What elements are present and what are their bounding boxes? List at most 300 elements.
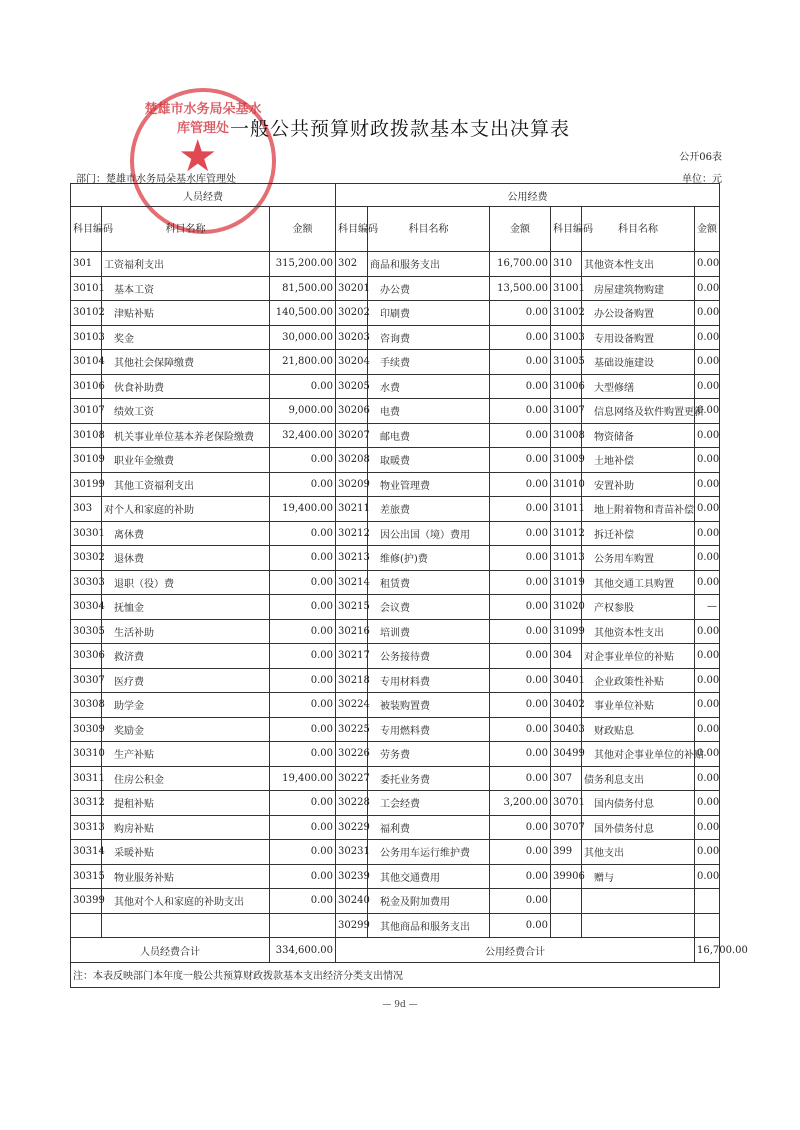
subject-code: 310 xyxy=(551,252,582,277)
table-row xyxy=(71,619,720,644)
amount-cell: 0.00 xyxy=(490,374,551,399)
subject-name: 其他交通工具购置 xyxy=(582,570,695,595)
amount-cell: 0.00 xyxy=(270,889,336,914)
subject-code: 31006 xyxy=(551,374,582,399)
subject-name: 基本工资 xyxy=(102,276,270,301)
subject-code: 30301 xyxy=(71,521,102,546)
amount-cell xyxy=(695,913,720,938)
subject-code: 31019 xyxy=(551,570,582,595)
table-row xyxy=(71,595,720,620)
subject-name: 住房公积金 xyxy=(102,766,270,791)
subject-code: 30701 xyxy=(551,791,582,816)
subject-code: 39906 xyxy=(551,864,582,889)
subject-code: 30212 xyxy=(336,521,368,546)
amount-cell: 0.00 xyxy=(270,742,336,767)
table-row xyxy=(71,570,720,595)
subject-code: 301 xyxy=(71,252,102,277)
subject-name: 物业管理费 xyxy=(368,472,490,497)
amount-cell: 21,800.00 xyxy=(270,350,336,375)
amount-cell: 0.00 xyxy=(695,791,720,816)
subject-code: 307 xyxy=(551,766,582,791)
amount-cell: 81,500.00 xyxy=(270,276,336,301)
amount-cell: 0.00 xyxy=(490,325,551,350)
amount-cell: 0.00 xyxy=(490,889,551,914)
subject-name: 会议费 xyxy=(368,595,490,620)
subject-name: 邮电费 xyxy=(368,423,490,448)
amount-cell: 0.00 xyxy=(270,619,336,644)
subject-code: 30101 xyxy=(71,276,102,301)
amount-cell: 0.00 xyxy=(695,717,720,742)
amount-header: 金额 xyxy=(270,207,336,252)
amount-cell: 0.00 xyxy=(490,864,551,889)
amount-cell: 0.00 xyxy=(490,717,551,742)
subject-name: 津贴补贴 xyxy=(102,301,270,326)
subject-code: 30199 xyxy=(71,472,102,497)
subject-code: 30215 xyxy=(336,595,368,620)
amount-cell: 0.00 xyxy=(270,374,336,399)
amount-cell: 0.00 xyxy=(695,840,720,865)
subject-name: 拆迁补偿 xyxy=(582,521,695,546)
subject-name: 对企事业单位的补贴 xyxy=(582,644,695,669)
subject-code xyxy=(71,913,102,938)
subject-code: 30213 xyxy=(336,546,368,571)
subject-name: 咨询费 xyxy=(368,325,490,350)
subject-code: 30206 xyxy=(336,399,368,424)
amount-header: 金额 xyxy=(490,207,551,252)
amount-cell: 0.00 xyxy=(270,546,336,571)
amount-cell: 0.00 xyxy=(490,693,551,718)
amount-cell: 0.00 xyxy=(490,766,551,791)
subject-code: 30211 xyxy=(336,497,368,522)
amount-cell: 0.00 xyxy=(270,448,336,473)
subject-name: 其他对个人和家庭的补助支出 xyxy=(102,889,270,914)
subject-name: 其他商品和服务支出 xyxy=(368,913,490,938)
amount-cell: 13,500.00 xyxy=(490,276,551,301)
subject-code: 31001 xyxy=(551,276,582,301)
subject-code: 31013 xyxy=(551,546,582,571)
seal-text: 楚雄市水务局朵基水库管理处 xyxy=(144,102,262,136)
amount-cell: 0.00 xyxy=(490,570,551,595)
amount-cell xyxy=(270,913,336,938)
subject-name: 差旅费 xyxy=(368,497,490,522)
amount-cell: 0.00 xyxy=(695,497,720,522)
subject-code: 30109 xyxy=(71,448,102,473)
table-row xyxy=(71,791,720,816)
subject-code: 30224 xyxy=(336,693,368,718)
subject-name: 专用燃料费 xyxy=(368,717,490,742)
amount-cell: 0.00 xyxy=(490,399,551,424)
subject-name: 公务用车运行维护费 xyxy=(368,840,490,865)
table-note: 注：本表反映部门本年度一般公共预算财政拨款基本支出经济分类支出情况 xyxy=(71,963,720,988)
subject-name: 购房补贴 xyxy=(102,815,270,840)
subject-code: 30102 xyxy=(71,301,102,326)
table-row xyxy=(71,448,720,473)
subject-name: 房屋建筑物购建 xyxy=(582,276,695,301)
subject-name: 印刷费 xyxy=(368,301,490,326)
amount-cell: 0.00 xyxy=(695,815,720,840)
amount-cell: 0.00 xyxy=(695,668,720,693)
subject-code: 302 xyxy=(336,252,368,277)
table-row xyxy=(71,889,720,914)
subject-code: 30228 xyxy=(336,791,368,816)
amount-cell: 19,400.00 xyxy=(270,497,336,522)
amount-cell: 0.00 xyxy=(695,448,720,473)
amount-cell: 0.00 xyxy=(695,423,720,448)
amount-cell: 0.00 xyxy=(490,423,551,448)
subject-name: 因公出国（境）费用 xyxy=(368,521,490,546)
amount-cell: 0.00 xyxy=(695,350,720,375)
subject-name: 采暖补贴 xyxy=(102,840,270,865)
subject-code: 30217 xyxy=(336,644,368,669)
amount-cell: 0.00 xyxy=(490,668,551,693)
subject-name: 土地补偿 xyxy=(582,448,695,473)
subject-name: 债务利息支出 xyxy=(582,766,695,791)
subject-name: 办公费 xyxy=(368,276,490,301)
subject-name: 提租补贴 xyxy=(102,791,270,816)
subject-name: 手续费 xyxy=(368,350,490,375)
subject-name: 信息网络及软件购置更新 xyxy=(582,399,695,424)
amount-cell: 0.00 xyxy=(490,644,551,669)
subject-code: 30311 xyxy=(71,766,102,791)
amount-cell xyxy=(695,889,720,914)
subject-code: 30240 xyxy=(336,889,368,914)
amount-cell: 0.00 xyxy=(270,644,336,669)
amount-cell: 0.00 xyxy=(695,276,720,301)
page-title: 一般公共预算财政拨款基本支出决算表 xyxy=(229,118,570,140)
amount-cell: 0.00 xyxy=(490,619,551,644)
subject-code: 31020 xyxy=(551,595,582,620)
subject-code: 30309 xyxy=(71,717,102,742)
subject-name: 对个人和家庭的补助 xyxy=(102,497,270,522)
amount-cell: 0.00 xyxy=(695,252,720,277)
subject-code: 30216 xyxy=(336,619,368,644)
subject-name: 培训费 xyxy=(368,619,490,644)
subject-code: 399 xyxy=(551,840,582,865)
subject-code: 30403 xyxy=(551,717,582,742)
subject-name: 其他资本性支出 xyxy=(582,252,695,277)
subject-code: 30218 xyxy=(336,668,368,693)
subject-code xyxy=(551,913,582,938)
amount-cell: 0.00 xyxy=(490,301,551,326)
table-row xyxy=(71,644,720,669)
subject-name: 事业单位补贴 xyxy=(582,693,695,718)
subject-name: 福利费 xyxy=(368,815,490,840)
department-label: 部门：楚雄市水务局朵基水库管理处 xyxy=(76,174,236,185)
subject-name: 被装购置费 xyxy=(368,693,490,718)
name-header: 科目名称 xyxy=(368,207,490,252)
subject-name: 专用设备购置 xyxy=(582,325,695,350)
subject-name: 助学金 xyxy=(102,693,270,718)
subject-name: 产权参股 xyxy=(582,595,695,620)
amount-cell: — xyxy=(695,595,720,620)
subject-name: 救济费 xyxy=(102,644,270,669)
subject-code: 30314 xyxy=(71,840,102,865)
amount-cell: 9,000.00 xyxy=(270,399,336,424)
amount-cell: 0.00 xyxy=(695,472,720,497)
subject-code: 30104 xyxy=(71,350,102,375)
subject-name: 大型修缮 xyxy=(582,374,695,399)
table-row xyxy=(71,399,720,424)
subject-name: 物业服务补贴 xyxy=(102,864,270,889)
subject-name: 国外债务付息 xyxy=(582,815,695,840)
amount-cell: 32,400.00 xyxy=(270,423,336,448)
subject-name: 其他工资福利支出 xyxy=(102,472,270,497)
subject-code: 304 xyxy=(551,644,582,669)
amount-cell: 0.00 xyxy=(490,742,551,767)
amount-cell: 0.00 xyxy=(490,815,551,840)
amount-cell: 0.00 xyxy=(270,472,336,497)
subject-code: 30209 xyxy=(336,472,368,497)
table-row xyxy=(71,693,720,718)
code-header: 科目编码 xyxy=(551,207,582,252)
table-row xyxy=(71,840,720,865)
amount-cell: 0.00 xyxy=(270,815,336,840)
table-row xyxy=(71,497,720,522)
subject-name: 奖励金 xyxy=(102,717,270,742)
subject-name: 退休费 xyxy=(102,546,270,571)
amount-cell: 0.00 xyxy=(270,840,336,865)
amount-header: 金额 xyxy=(695,207,720,252)
unit-label: 单位：元 xyxy=(682,174,722,185)
subject-code: 30399 xyxy=(71,889,102,914)
table-row xyxy=(71,742,720,767)
amount-cell: 19,400.00 xyxy=(270,766,336,791)
subject-name: 办公设备购置 xyxy=(582,301,695,326)
subject-name: 职业年金缴费 xyxy=(102,448,270,473)
subject-code: 30227 xyxy=(336,766,368,791)
subject-code: 30106 xyxy=(71,374,102,399)
subject-name: 取暖费 xyxy=(368,448,490,473)
subject-name xyxy=(582,889,695,914)
public-total-label: 公用经费合计 xyxy=(336,938,695,963)
amount-cell: 0.00 xyxy=(695,546,720,571)
table-row xyxy=(71,864,720,889)
subject-name: 绩效工资 xyxy=(102,399,270,424)
subject-name: 伙食补助费 xyxy=(102,374,270,399)
subject-name: 赠与 xyxy=(582,864,695,889)
amount-cell: 0.00 xyxy=(490,521,551,546)
amount-cell: 0.00 xyxy=(270,693,336,718)
subject-name: 退职（役）费 xyxy=(102,570,270,595)
subject-code: 30214 xyxy=(336,570,368,595)
subject-code: 30205 xyxy=(336,374,368,399)
personnel-total-label: 人员经费合计 xyxy=(71,938,270,963)
form-number: 公开06表 xyxy=(679,152,722,163)
table-row xyxy=(71,252,720,277)
subject-name: 电费 xyxy=(368,399,490,424)
amount-cell: 315,200.00 xyxy=(270,252,336,277)
seal-star-icon: ★ xyxy=(178,131,218,182)
subject-name: 地上附着物和青苗补偿 xyxy=(582,497,695,522)
amount-cell: 16,700.00 xyxy=(490,252,551,277)
subject-name: 其他交通费用 xyxy=(368,864,490,889)
subject-code: 30207 xyxy=(336,423,368,448)
amount-cell: 0.00 xyxy=(695,742,720,767)
subject-code: 30305 xyxy=(71,619,102,644)
amount-cell: 0.00 xyxy=(695,864,720,889)
table-row xyxy=(71,423,720,448)
code-header: 科目编码 xyxy=(71,207,102,252)
amount-cell: 140,500.00 xyxy=(270,301,336,326)
subject-code: 31099 xyxy=(551,619,582,644)
subject-code: 30231 xyxy=(336,840,368,865)
subject-name: 其他社会保障缴费 xyxy=(102,350,270,375)
name-header: 科目名称 xyxy=(102,207,270,252)
amount-cell: 0.00 xyxy=(270,864,336,889)
subject-name: 抚恤金 xyxy=(102,595,270,620)
subject-name: 工资福利支出 xyxy=(102,252,270,277)
page-number: — 9d — xyxy=(382,1000,418,1010)
table-row xyxy=(71,668,720,693)
subject-code: 31007 xyxy=(551,399,582,424)
subject-code: 31012 xyxy=(551,521,582,546)
amount-cell: 0.00 xyxy=(270,668,336,693)
table-row xyxy=(71,913,720,938)
subject-name xyxy=(582,913,695,938)
amount-cell: 0.00 xyxy=(490,546,551,571)
subject-code: 30310 xyxy=(71,742,102,767)
subject-name: 机关事业单位基本养老保险缴费 xyxy=(102,423,270,448)
subject-name: 离休费 xyxy=(102,521,270,546)
subject-code: 30307 xyxy=(71,668,102,693)
subject-name: 公务用车购置 xyxy=(582,546,695,571)
subject-name: 物资储备 xyxy=(582,423,695,448)
subject-name: 工会经费 xyxy=(368,791,490,816)
amount-cell: 0.00 xyxy=(490,497,551,522)
amount-cell: 0.00 xyxy=(695,693,720,718)
subject-code: 30312 xyxy=(71,791,102,816)
amount-cell: 0.00 xyxy=(490,840,551,865)
amount-cell: 0.00 xyxy=(695,301,720,326)
subject-code: 30402 xyxy=(551,693,582,718)
subject-name: 维修(护)费 xyxy=(368,546,490,571)
subject-code: 30401 xyxy=(551,668,582,693)
table-row xyxy=(71,301,720,326)
subject-name: 国内债务付息 xyxy=(582,791,695,816)
table-row xyxy=(71,546,720,571)
amount-cell: 0.00 xyxy=(695,619,720,644)
subject-code: 30229 xyxy=(336,815,368,840)
subject-name: 其他对企事业单位的补贴 xyxy=(582,742,695,767)
public-total-value: 16,700.00 xyxy=(695,938,720,963)
subject-code: 30239 xyxy=(336,864,368,889)
subject-code: 30108 xyxy=(71,423,102,448)
subject-code: 30308 xyxy=(71,693,102,718)
table-row xyxy=(71,717,720,742)
subject-code: 30225 xyxy=(336,717,368,742)
amount-cell: 30,000.00 xyxy=(270,325,336,350)
name-header: 科目名称 xyxy=(582,207,695,252)
table-row xyxy=(71,374,720,399)
subject-name: 基础设施建设 xyxy=(582,350,695,375)
subject-code: 30306 xyxy=(71,644,102,669)
subject-code: 30203 xyxy=(336,325,368,350)
amount-cell: 0.00 xyxy=(695,766,720,791)
subject-name: 其他支出 xyxy=(582,840,695,865)
amount-cell: 0.00 xyxy=(695,374,720,399)
personnel-header: 人员经费 xyxy=(71,184,336,207)
subject-code: 30204 xyxy=(336,350,368,375)
subject-code: 30304 xyxy=(71,595,102,620)
subject-code: 31011 xyxy=(551,497,582,522)
subject-code: 30208 xyxy=(336,448,368,473)
subject-code: 31008 xyxy=(551,423,582,448)
subject-name: 其他资本性支出 xyxy=(582,619,695,644)
amount-cell: 0.00 xyxy=(490,913,551,938)
subject-code: 30313 xyxy=(71,815,102,840)
subject-code: 30103 xyxy=(71,325,102,350)
amount-cell: 0.00 xyxy=(695,521,720,546)
amount-cell: 0.00 xyxy=(490,595,551,620)
amount-cell: 0.00 xyxy=(695,399,720,424)
subject-name: 奖金 xyxy=(102,325,270,350)
amount-cell: 0.00 xyxy=(695,644,720,669)
subject-code: 30302 xyxy=(71,546,102,571)
subject-name: 税金及附加费用 xyxy=(368,889,490,914)
subject-code: 31010 xyxy=(551,472,582,497)
subject-name xyxy=(102,913,270,938)
subject-code: 30107 xyxy=(71,399,102,424)
subject-code: 30499 xyxy=(551,742,582,767)
table-row xyxy=(71,276,720,301)
subject-code: 31003 xyxy=(551,325,582,350)
subject-name: 生产补贴 xyxy=(102,742,270,767)
amount-cell: 3,200.00 xyxy=(490,791,551,816)
subject-code: 30299 xyxy=(336,913,368,938)
subject-code xyxy=(551,889,582,914)
subject-name: 安置补助 xyxy=(582,472,695,497)
amount-cell: 0.00 xyxy=(270,521,336,546)
table-row xyxy=(71,521,720,546)
subject-code: 31002 xyxy=(551,301,582,326)
subject-name: 生活补助 xyxy=(102,619,270,644)
subject-code: 30202 xyxy=(336,301,368,326)
table-row xyxy=(71,766,720,791)
amount-cell: 0.00 xyxy=(490,472,551,497)
table-row xyxy=(71,325,720,350)
personnel-total-value: 334,600.00 xyxy=(270,938,336,963)
subject-code: 31005 xyxy=(551,350,582,375)
table-row xyxy=(71,472,720,497)
subject-code: 30315 xyxy=(71,864,102,889)
subject-name: 专用材料费 xyxy=(368,668,490,693)
expenditure-table xyxy=(70,183,748,988)
subject-name: 企业政策性补贴 xyxy=(582,668,695,693)
amount-cell: 0.00 xyxy=(270,791,336,816)
code-header: 科目编码 xyxy=(336,207,368,252)
subject-name: 租赁费 xyxy=(368,570,490,595)
table-row xyxy=(71,815,720,840)
subject-name: 委托业务费 xyxy=(368,766,490,791)
amount-cell: 0.00 xyxy=(270,595,336,620)
amount-cell: 0.00 xyxy=(695,570,720,595)
public-header: 公用经费 xyxy=(336,184,720,207)
subject-name: 财政贴息 xyxy=(582,717,695,742)
subject-name: 商品和服务支出 xyxy=(368,252,490,277)
subject-code: 30226 xyxy=(336,742,368,767)
table-row xyxy=(71,350,720,375)
amount-cell: 0.00 xyxy=(490,350,551,375)
subject-name: 公务接待费 xyxy=(368,644,490,669)
subject-code: 30707 xyxy=(551,815,582,840)
amount-cell: 0.00 xyxy=(695,325,720,350)
amount-cell: 0.00 xyxy=(270,570,336,595)
subject-name: 医疗费 xyxy=(102,668,270,693)
subject-code: 30201 xyxy=(336,276,368,301)
amount-cell: 0.00 xyxy=(490,448,551,473)
subject-code: 303 xyxy=(71,497,102,522)
subject-code: 31009 xyxy=(551,448,582,473)
